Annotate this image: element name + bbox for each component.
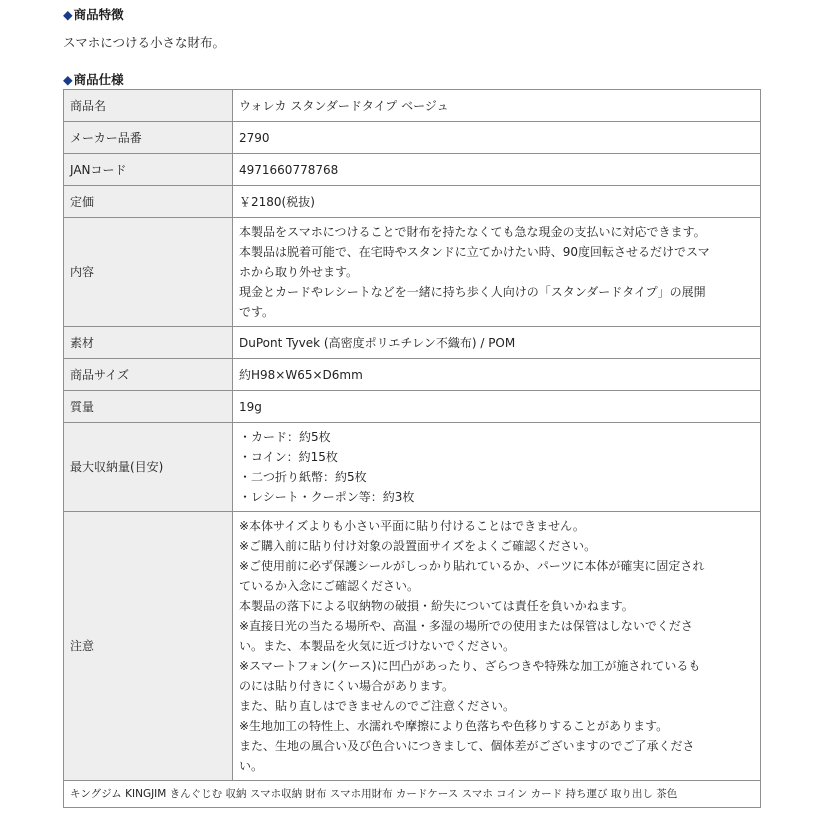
spec-row-product-name [64,90,761,122]
spec-label: 商品サイズ [64,359,233,391]
spec-value-line: のには貼り付きにくい場合があります。 [239,679,455,693]
spec-value-line: ウォレカ スタンダードタイプ ベージュ [239,98,449,113]
spec-value-line: ・二つ折り紙幣：約5枚 [239,470,367,484]
diamond-bullet-icon: ◆ [63,72,73,87]
spec-value-line: 4971660778768 [239,162,339,177]
spec-label: 質量 [64,391,233,423]
spec-label: 素材 [64,327,233,359]
spec-row-contents [64,218,761,327]
diamond-bullet-icon: ◆ [63,7,73,22]
keywords-text: キングジム KINGJIM きんぐじむ 収納 スマホ収納 財布 スマホ用財布 カードケース スマホ コイン カード 持ち運び 取り出し 茶色 [64,781,761,808]
spec-row-weight [64,391,761,423]
spec-label: 注意 [64,512,233,781]
spec-label: 最大収納量(目安) [64,423,233,512]
spec-value-line: また、生地の風合い及び色合いにつきまして、個体差がございますのでご了承くださ [239,739,695,753]
spec-value-line: 2790 [239,130,270,145]
spec-row-jan-code [64,154,761,186]
spec-row-product-size [64,359,761,391]
spec-value-line: 約H98×W65×D6mm [239,367,363,382]
spec-value-line: ・カード：約5枚 [239,430,331,444]
spec-label: 定価 [64,186,233,218]
spec-value [233,327,761,359]
spec-value-line: ※ご購入前に貼り付け対象の設置面サイズをよくご確認ください。 [239,539,597,553]
spec-label: メーカー品番 [64,122,233,154]
spec-value-line: また、貼り直しはできませんのでご注意ください。 [239,699,516,713]
spec-row-max-capacity [64,423,761,512]
features-text: スマホにつける小さな財布。 [63,35,226,50]
spec-value [233,512,761,781]
spec-label: 商品名 [64,90,233,122]
spec-value [233,186,761,218]
spec-value-line: 本製品をスマホにつけることで財布を持たなくても急な現金の支払いに対応できます。 [239,225,706,239]
specs-heading [63,70,124,88]
spec-value-line: です。 [239,305,275,319]
spec-value-line: 現金とカードやレシートなどを一緒に持ち歩く人向けの「スタンダードタイプ」の展開 [239,285,706,299]
spec-value-line: ・コイン：約15枚 [239,450,338,464]
spec-row-list-price [64,186,761,218]
spec-value [233,423,761,512]
spec-value-line: ているか入念にご確認ください。 [239,579,420,593]
specs-heading-text: 商品仕様 [73,72,124,87]
spec-value-line: ※本体サイズよりも小さい平面に貼り付けることはできません。 [239,519,585,533]
spec-value-line: ・レシート・クーポン等：約3枚 [239,490,415,504]
spec-value [233,90,761,122]
spec-value-line: い。また、本製品を火気に近づけないでください。 [239,639,516,653]
features-heading-text: 商品特徴 [73,7,124,22]
keywords-row [64,781,761,808]
spec-value-line: ホから取り外せます。 [239,265,359,279]
spec-value-line: DuPont Tyvek (高密度ポリエチレン不織布) / POM [239,335,516,350]
spec-value-line: 本製品は脱着可能で、在宅時やスタンドに立てかけたい時、90度回転させるだけでスマ [239,245,710,259]
spec-value [233,154,761,186]
spec-table [63,89,761,808]
spec-value-line: い。 [239,759,264,773]
spec-value-line: ※直接日光の当たる場所や、高温・多湿の場所での使用または保管はしないでくださ [239,619,693,633]
spec-value [233,122,761,154]
spec-value-line: ※スマートフォン(ケース)に凹凸があったり、ざらつきや特殊な加工が施されているも [239,659,701,673]
features-heading [63,5,124,23]
spec-row-maker-number [64,122,761,154]
spec-row-material [64,327,761,359]
spec-label: JANコード [64,154,233,186]
spec-value [233,359,761,391]
spec-value-line: ※ご使用前に必ず保護シールがしっかり貼れているか、パーツに本体が確実に固定され [239,559,705,573]
spec-value-line: ￥2180(税抜) [239,194,315,209]
spec-value-line: ※生地加工の特性上、水濡れや摩擦により色落ちや色移りすることがあります。 [239,719,669,733]
spec-value-line: 19g [239,399,262,414]
spec-table-body [64,90,761,808]
spec-value [233,391,761,423]
spec-row-caution [64,512,761,781]
spec-value [233,218,761,327]
spec-label: 内容 [64,218,233,327]
spec-value-line: 本製品の落下による収納物の破損・紛失については責任を負いかねます。 [239,599,634,613]
